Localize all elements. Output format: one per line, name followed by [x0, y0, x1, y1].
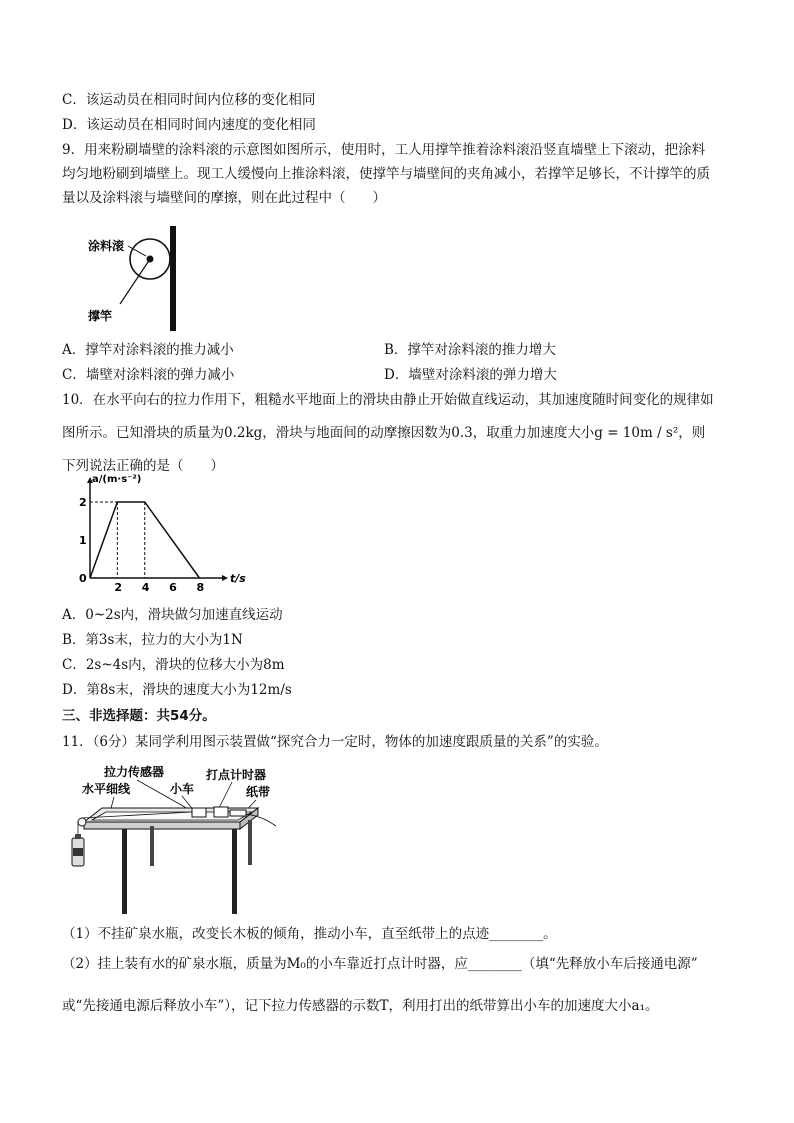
q11-part1: （1）不挂矿泉水瓶，改变长木板的倾角，推动小车，直至纸带上的点迹________。 — [62, 926, 557, 942]
pole-label: 撑竿 — [88, 309, 113, 323]
y-axis-label: a/(m·s⁻²) — [92, 474, 142, 485]
q9-option-b: B．撑竿对涂料滚的推力增大 — [384, 342, 556, 358]
q9-option-d: D．墙壁对涂料滚的弹力增大 — [384, 367, 557, 383]
q10-stem-line2: 图所示。已知滑块的质量为0.2kg，滑块与地面间的动摩擦因数为0.3，取重力加速度大小g = 10m / s²，则 — [62, 425, 706, 441]
q10-option-a: A．0~2s内，滑块做匀加速直线运动 — [62, 607, 283, 623]
tape-label: 纸带 — [246, 785, 271, 799]
q9-option-a: A．撑竿对涂料滚的推力减小 — [62, 342, 234, 358]
sensor — [214, 807, 228, 817]
q10-acceleration-chart — [70, 474, 246, 598]
prev-option-d: D．该运动员在相同时间内速度的变化相同 — [62, 117, 316, 133]
q10-option-d: D．第8s末，滑块的速度大小为12m/s — [62, 682, 292, 698]
q9-stem-line1: 9．用来粉刷墙壁的涂料滚的示意图如图所示，使用时，工人用撑竿推着涂料滚沿竖直墙壁上下滚动，把涂料 — [62, 142, 706, 158]
prev-option-c: C．该运动员在相同时间内位移的变化相同 — [62, 92, 316, 108]
x-axis-arrow — [222, 575, 228, 581]
string-label: 水平细线 — [82, 782, 131, 796]
roller-label: 涂料滚 — [88, 239, 125, 253]
section-3-title: 三、非选择题：共54分。 — [62, 708, 216, 724]
q10-option-b: B．第3s末，拉力的大小为1N — [62, 632, 243, 648]
cart-label: 小车 — [170, 782, 195, 796]
sensor-label: 拉力传感器 — [104, 765, 165, 779]
y-tick-label: 1 — [79, 534, 87, 547]
q10-stem-line1: 10．在水平向右的拉力作用下，粗糙水平地面上的滑块由静止开始做直线运动，其加速度随时间变化的规律如 — [62, 392, 714, 408]
q9-option-c: C．墙壁对涂料滚的弹力减小 — [62, 367, 235, 383]
q11-part3: 或“先接通电源后释放小车”），记下拉力传感器的示数T，利用打出的纸带算出小车的加速度大小a₁。 — [62, 998, 659, 1014]
x-tick-label: 4 — [141, 581, 150, 594]
x-axis-label: t/s — [230, 572, 246, 585]
pole-line — [120, 259, 150, 304]
x-tick-label: 8 — [196, 581, 205, 594]
x-tick-label: 2 — [114, 581, 123, 594]
pulley — [78, 818, 86, 826]
q10-stem-line3: 下列说法正确的是（ ） — [62, 458, 224, 474]
y-tick-label: 0 — [79, 572, 87, 585]
q11-apparatus-figure — [62, 762, 292, 917]
wall — [170, 226, 176, 331]
q9-stem-line2: 均匀地粉刷到墙壁上。现工人缓慢向上推涂料滚，使撑竿与墙壁间的夹角减小，若撑竿足够长，不计撑竿的质 — [62, 166, 710, 182]
timer — [230, 810, 246, 816]
y-tick-label: 2 — [79, 496, 87, 509]
q9-roller-figure — [80, 222, 190, 334]
x-tick-label: 6 — [169, 581, 177, 594]
q11-part2: （2）挂上装有水的矿泉水瓶，质量为M₀的小车靠近打点计时器，应________（填“先释放小车后接通电源” — [62, 956, 698, 972]
timer-label: 打点计时器 — [206, 768, 267, 782]
q11-stem: 11．（6分）某同学利用图示装置做“探究合力一定时，物体的加速度跟质量的关系”的实验。 — [62, 734, 608, 750]
q9-stem-line3: 量以及涂料滚与墙壁间的摩擦，则在此过程中（ ） — [62, 190, 386, 206]
q10-option-c: C．2s~4s内，滑块的位移大小为8m — [62, 657, 285, 673]
cart — [192, 808, 206, 817]
